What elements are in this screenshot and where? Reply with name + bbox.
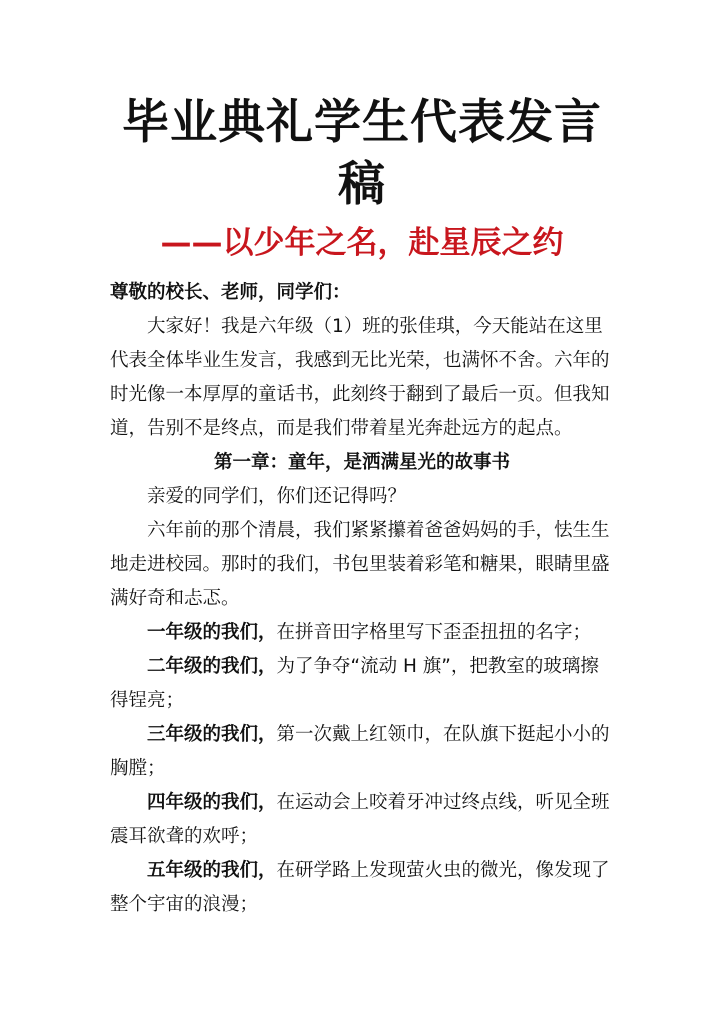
salutation: 尊敬的校长、老师，同学们： — [110, 282, 351, 303]
grade-text: 为了争夺“流动 H 旗”，把教室的玻璃擦得锃亮； — [110, 656, 599, 711]
grade-paragraph-2 — [110, 650, 614, 718]
grade-text: 在研学路上发现萤火虫的微光，像发现了整个宇宙的浪漫； — [110, 860, 610, 915]
grade-paragraph-4 — [110, 786, 614, 854]
speech-body — [110, 276, 614, 922]
grade-lead: 五年级的我们， — [147, 860, 277, 881]
grade-text: 第一次戴上红领巾，在队旗下挺起小小的胸膛； — [110, 724, 610, 779]
question-paragraph: 亲爱的同学们，你们还记得吗？ — [147, 486, 407, 507]
speech-subtitle: ——以少年之名，赴星辰之约 — [160, 225, 564, 261]
speech-title: 毕业典礼学生代表发言稿 — [122, 95, 602, 212]
grade-lead: 一年级的我们， — [147, 622, 277, 643]
grade-lead: 三年级的我们， — [147, 724, 277, 745]
chapter-heading: 第一章：童年，是洒满星光的故事书 — [213, 452, 510, 473]
memory-paragraph: 六年前的那个清晨，我们紧紧攥着爸爸妈妈的手，怯生生地走进校园。那时的我们，书包里装着彩笔和糖果，眼睛里盛满好奇和忐忑。 — [110, 520, 610, 609]
grade-paragraph-3 — [110, 718, 614, 786]
grade-lead: 二年级的我们， — [147, 656, 277, 677]
intro-paragraph: 大家好！我是六年级（1）班的张佳琪，今天能站在这里代表全体毕业生发言，我感到无比光荣，也满怀不舍。六年的时光像一本厚厚的童话书，此刻终于翻到了最后一页。但我知道，告别不是终点，而是我们带着星光奔赴远方的起点。 — [110, 316, 610, 439]
grade-paragraph-1 — [110, 616, 614, 650]
grade-paragraph-5 — [110, 854, 614, 922]
grade-lead: 四年级的我们， — [147, 792, 277, 813]
grade-text: 在运动会上咬着牙冲过终点线，听见全班震耳欲聋的欢呼； — [110, 792, 610, 847]
grade-text: 在拼音田字格里写下歪歪扭扭的名字； — [276, 622, 592, 643]
